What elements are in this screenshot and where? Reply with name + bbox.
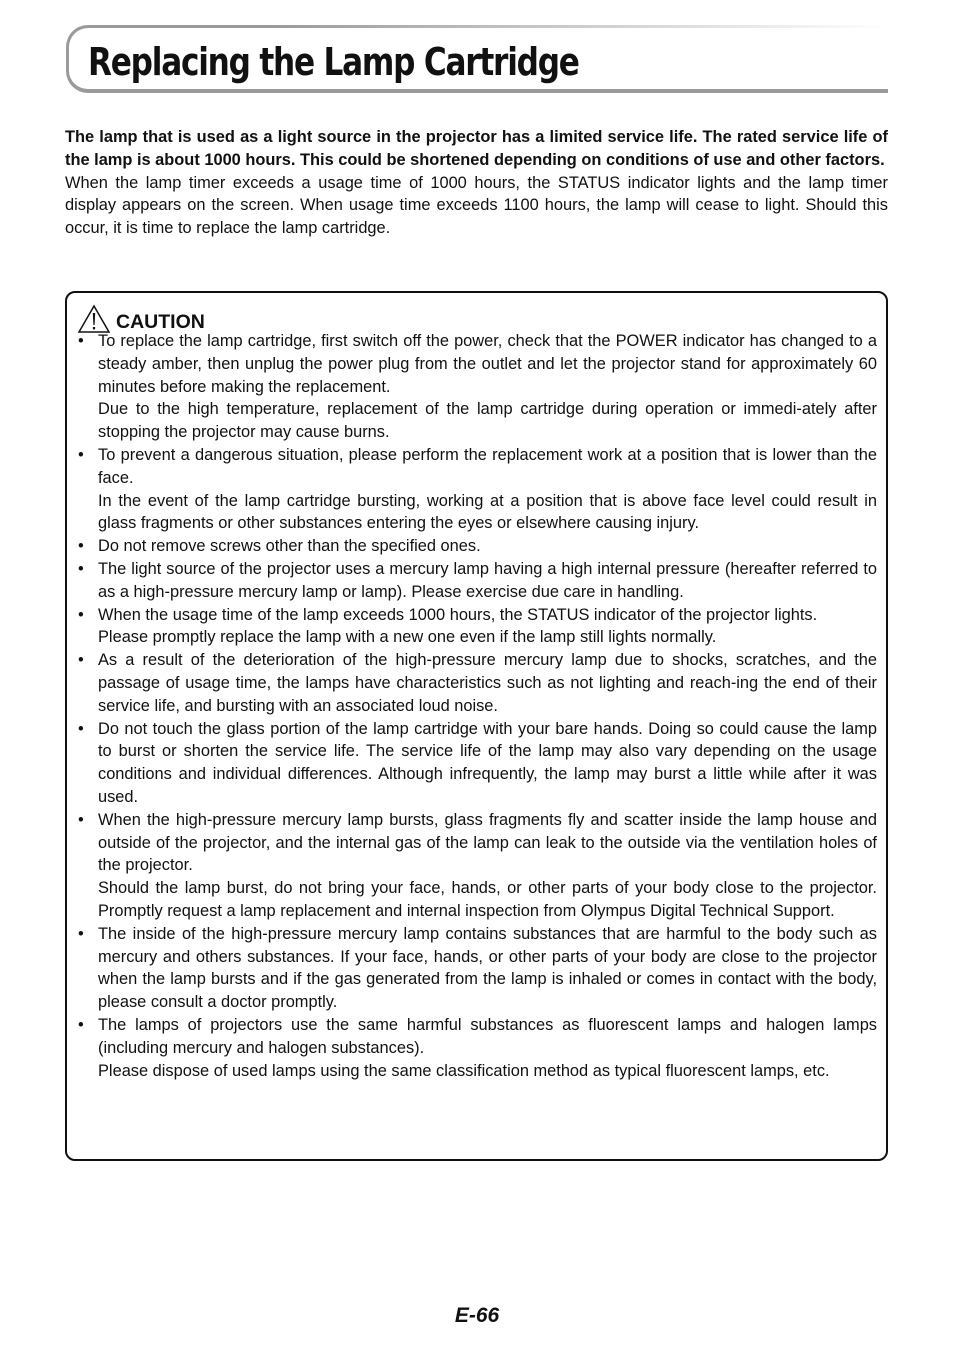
- intro-paragraph: When the lamp timer exceeds a usage time of 1000 hours, the STATUS indicator lights and the lamp timer display appears on the screen. When usage time exceeds 1100 hours, the lamp will cease to light. Should this occur, it is time to replace the lamp cartridge.: [65, 173, 888, 238]
- caution-item-text: • Do not remove screws other than the specified ones.: [98, 537, 481, 556]
- caution-item-text: • As a result of the deterioration of the high-pressure mercury lamp due to shocks, scratches, and the passage of usage time, the lamps have characteristics such as not lighting and reach-ing the end of their service life, and bursting with an associated loud noise.: [98, 651, 877, 715]
- caution-item: [77, 444, 877, 535]
- caution-item: [77, 718, 877, 809]
- caution-item: [77, 558, 877, 604]
- caution-item: [77, 1014, 877, 1082]
- caution-item-text: • The lamps of projectors use the same harmful substances as fluorescent lamps and halogen lamps (including mercury and halogen substances).: [98, 1015, 877, 1057]
- caution-item-subtext: In the event of the lamp cartridge bursting, working at a position that is above face level could result in glass fragments or other substances entering the eyes or elsewhere causing injury.: [98, 491, 877, 533]
- caution-item-subtext: Please promptly replace the lamp with a new one even if the lamp still lights normally.: [98, 628, 717, 647]
- caution-label: CAUTION: [116, 311, 205, 333]
- intro-bold-paragraph: The lamp that is used as a light source in the projector has a limited service life. The rated service life of the lamp is about 1000 hours. This could be shortened depending on conditions of use and other factors.: [65, 128, 888, 169]
- page-title: Replacing the Lamp Cartridge: [88, 40, 579, 84]
- caution-item: [77, 649, 877, 717]
- caution-item: [77, 923, 877, 1014]
- caution-item-text: • Do not touch the glass portion of the lamp cartridge with your bare hands. Doing so could cause the lamp to burst or shorten the service life. The service life of the lamp may also vary depending on the usage conditions and individual differences. Although infrequently, the lamp may burst a little while after it was used.: [98, 719, 877, 806]
- caution-item-text: • The inside of the high-pressure mercury lamp contains substances that are harmful to the body such as mercury and others substances. If your face, hands, or other parts of your body are close to the projector when the lamp bursts and if the gas generated from the lamp is inhaled or comes in contact with the body, please consult a doctor promptly.: [98, 924, 877, 1012]
- caution-item: [77, 809, 877, 923]
- caution-item-subtext: Due to the high temperature, replacement of the lamp cartridge during operation or immedi-ately after stopping the projector may cause burns.: [98, 400, 877, 442]
- caution-item-text: • When the usage time of the lamp exceeds 1000 hours, the STATUS indicator of the projector lights.: [98, 605, 818, 624]
- caution-item: [77, 330, 877, 444]
- caution-list: [77, 330, 877, 1082]
- caution-item-subtext: Please dispose of used lamps using the same classification method as typical fluorescent lamps, etc.: [98, 1061, 830, 1080]
- caution-item-text: • The light source of the projector uses a mercury lamp having a high internal pressure (hereafter referred to as a high-pressure mercury lamp or lamp). Please exercise due care in handling.: [98, 559, 877, 601]
- caution-item-text: • When the high-pressure mercury lamp bursts, glass fragments fly and scatter inside the lamp house and outside of the projector, and the internal gas of the lamp can leak to the outside via the ventilation holes of the projector.: [98, 810, 877, 875]
- caution-item-subtext: Should the lamp burst, do not bring your face, hands, or other parts of your body close to the projector. Promptly request a lamp replacement and internal inspection from Olympus Digital Technical Support.: [98, 879, 877, 920]
- caution-item: [77, 604, 877, 650]
- page-number: E-66: [454, 1304, 500, 1327]
- caution-item: [77, 535, 877, 558]
- caution-item-text: • To replace the lamp cartridge, first switch off the power, check that the POWER indicator has changed to a steady amber, then unplug the power plug from the outlet and let the projector stand for approximately 60 minutes before making the replacement.: [98, 332, 877, 396]
- intro-section: [65, 126, 888, 240]
- caution-item-text: • To prevent a dangerous situation, please perform the replacement work at a position that is lower than the face.: [98, 445, 877, 487]
- caution-box: [65, 291, 888, 1161]
